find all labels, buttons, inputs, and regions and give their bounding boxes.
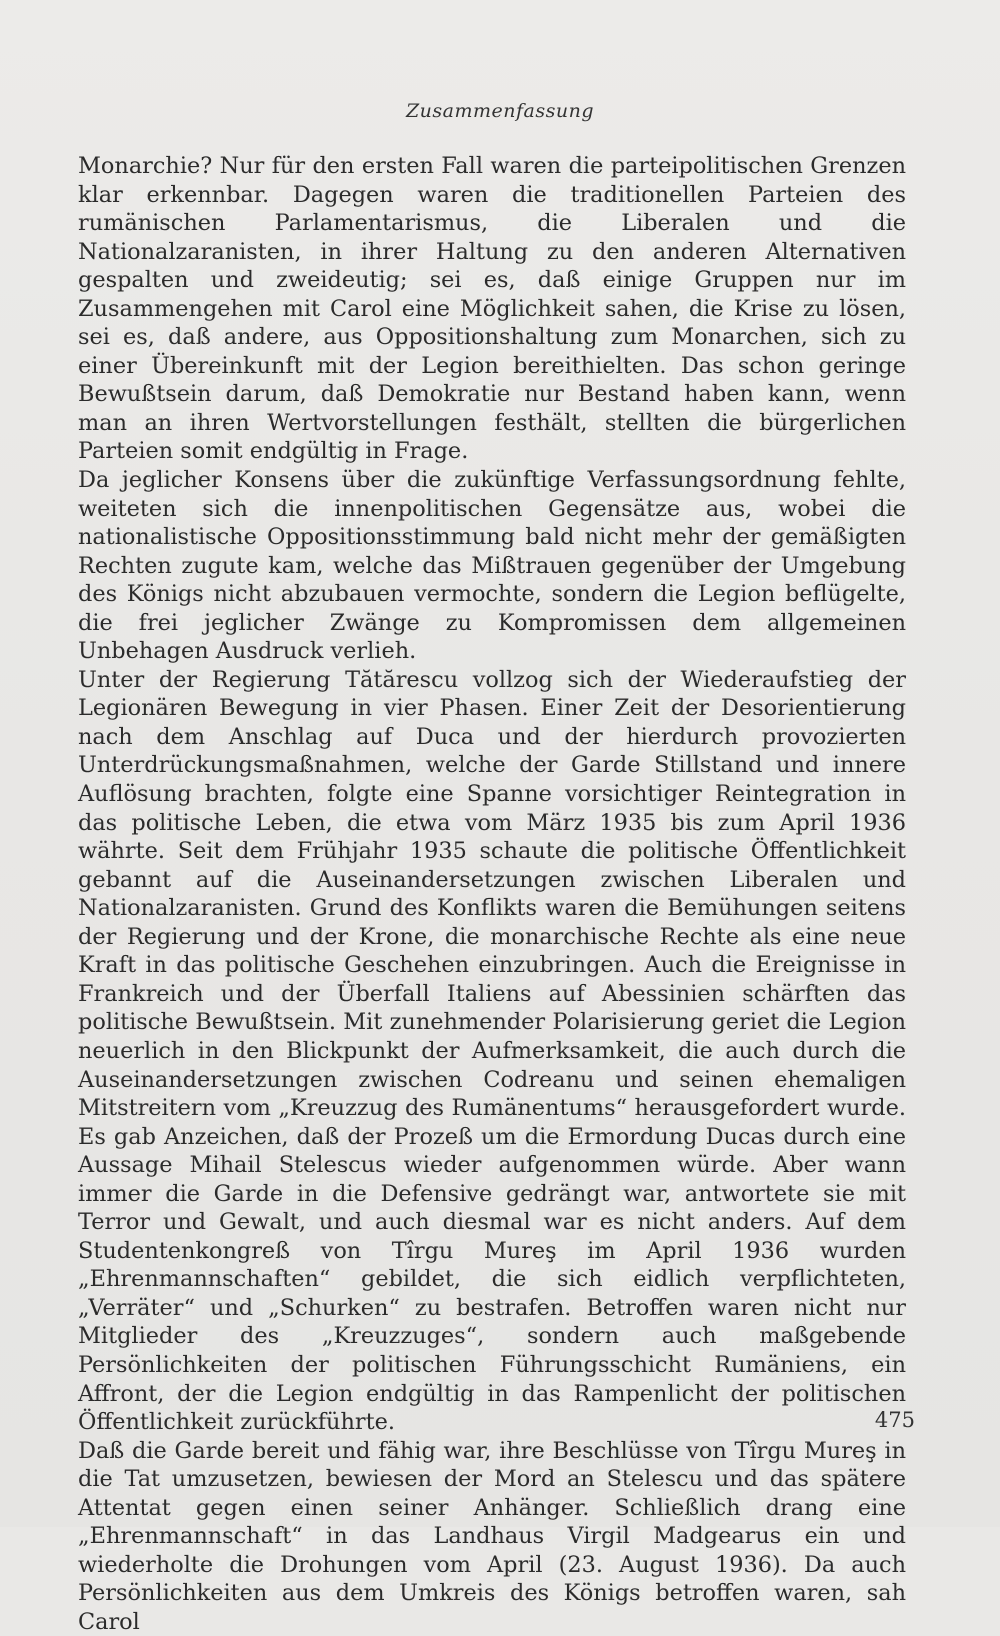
paragraph-2: Da jeglicher Konsens über die zukünftige Verfassungsordnung fehlte, weiteten sich die innenpolitischen Gegensätze aus, wobei die nationalistische Oppositionsstimmung bald nicht mehr der gemäßigten Rechten zugute kam, welche das Mißtrauen gegenüber der Umgebung des Königs nicht abzubauen vermochte, sondern die Legion beflügelte, die frei jeglicher Zwänge zu Kompromissen dem allgemeinen Unbehagen Ausdruck verlieh. xyxy=(78,467,906,665)
paragraph-3: Unter der Regierung Tătărescu vollzog sich der Wiederaufstieg der Legionären Bewegung in vier Phasen. Einer Zeit der Desorientierung nach dem Anschlag auf Duca und der hierdurch provozierten Unterdrückungsmaßnahmen, welche der Garde Stillstand und innere Auflösung brachten, folgte eine Spanne vorsichtiger Reintegration in das politische Leben, die etwa vom März 1935 bis zum April 1936 währte. Seit dem Frühjahr 1935 schaute die politische Öffentlichkeit gebannt auf die Auseinandersetzungen zwischen Liberalen und Nationalzaranisten. Grund des Konflikts waren die Bemühungen seitens der Regierung und der Krone, die monarchische Rechte als eine neue Kraft in das politische Geschehen einzubringen. Auch die Ereignisse in Frankreich und der Überfall Italiens auf Abessinien schärften das politische Bewußtsein. Mit zunehmender Polarisierung geriet die Legion neuerlich in den Blickpunkt der Aufmerksamkeit, die auch durch die Auseinandersetzungen zwischen Codreanu und seinen ehemaligen Mitstreitern vom „Kreuzzug des Rumänentums“ herausgefordert wurde. Es gab Anzeichen, daß der Prozeß um die Ermordung Ducas durch eine Aussage Mihail Stelescus wieder aufgenommen würde. Aber wann immer die Garde in die Defensive gedrängt war, antwortete sie mit Terror und Gewalt, und auch diesmal war es nicht anders. Auf dem Studentenkongreß von Tîrgu Mureş im April 1936 wurden „Ehrenmannschaften“ gebildet, die sich eidlich verpflichteten, „Verräter“ und „Schurken“ zu bestrafen. Betroffen waren nicht nur Mitglieder des „Kreuzzuges“, sondern auch maßgebende Persönlichkeiten der politischen Führungsschicht Rumäniens, ein Affront, der die Legion endgültig in das Rampenlicht der politischen Öffentlichkeit zurückführte. xyxy=(78,666,906,1436)
body-text xyxy=(78,152,906,1636)
page-number: 475 xyxy=(874,1408,915,1432)
paragraph-1: Monarchie? Nur für den ersten Fall waren die parteipolitischen Grenzen klar erkennbar. Dagegen waren die traditionellen Parteien des rumänischen Parlamentarismus, die Liberalen und die Nationalzaranisten, in ihrer Haltung zu den anderen Alternativen gespalten und zweideutig; sei es, daß einige Gruppen nur im Zusammengehen mit Carol eine Möglichkeit sahen, die Krise zu lösen, sei es, daß andere, aus Oppositionshaltung zum Monarchen, sich zu einer Übereinkunft mit der Legion bereithielten. Das schon geringe Bewußtsein darum, daß Demokratie nur Bestand haben kann, wenn man an ihren Wertvorstellungen festhält, stellten die bürgerlichen Parteien somit endgültig in Frage. xyxy=(78,153,906,465)
paragraph-4: Daß die Garde bereit und fähig war, ihre Beschlüsse von Tîrgu Mureş in die Tat umzusetzen, bewiesen der Mord an Stelescu und das spätere Attentat gegen einen seiner Anhänger. Schließlich drang eine „Ehrenmannschaft“ in das Landhaus Virgil Madgearus ein und wiederholte die Drohungen vom April (23. August 1936). Da auch Persönlichkeiten aus dem Umkreis des Königs betroffen waren, sah Carol xyxy=(78,1437,906,1635)
running-head: Zusammenfassung xyxy=(405,100,595,122)
